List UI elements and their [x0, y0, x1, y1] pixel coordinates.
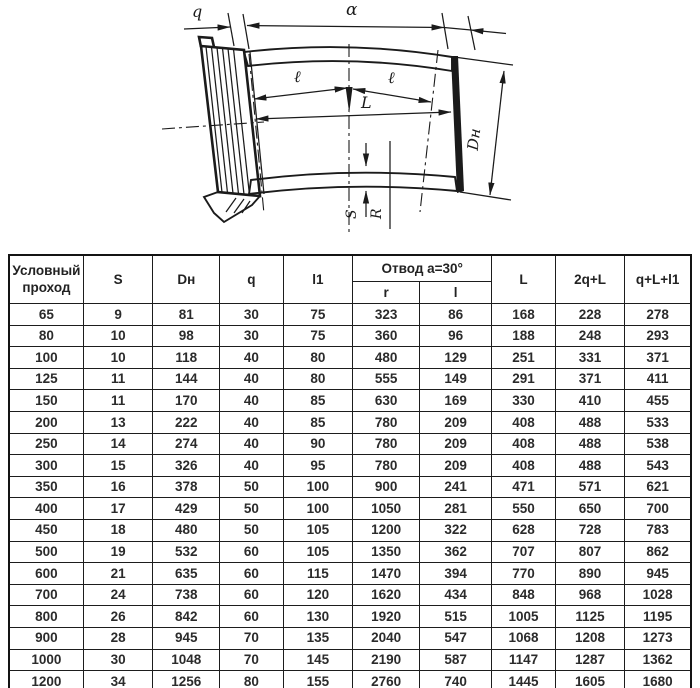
table-cell: 471 — [492, 476, 555, 498]
q-label: q — [192, 2, 203, 21]
table-row — [9, 606, 691, 628]
table-cell: 1000 — [9, 649, 83, 671]
table-cell: 170 — [153, 390, 220, 412]
table-cell: 28 — [83, 627, 153, 649]
table-cell: 783 — [625, 519, 691, 541]
table-cell: 429 — [153, 498, 220, 520]
pipe-top-wall — [244, 47, 452, 71]
header-L: L — [492, 255, 555, 304]
table-cell: 1445 — [492, 671, 555, 688]
table-cell: 155 — [283, 671, 353, 688]
table-cell: 60 — [220, 563, 283, 585]
table-cell: 630 — [353, 390, 420, 412]
table-row — [9, 627, 691, 649]
table-cell: 30 — [83, 649, 153, 671]
table-cell: 18 — [83, 519, 153, 541]
header-s: S — [83, 255, 153, 304]
pipe-end-face — [451, 56, 464, 193]
table-cell: 209 — [420, 433, 492, 455]
table-cell: 10 — [83, 347, 153, 369]
table-cell: 251 — [492, 347, 555, 369]
table-row — [9, 671, 691, 688]
table-cell: 480 — [153, 519, 220, 541]
table-row — [9, 498, 691, 520]
table-cell: 488 — [555, 411, 625, 433]
table-cell: 30 — [220, 325, 283, 347]
table-cell: 1125 — [555, 606, 625, 628]
table-cell: 105 — [283, 541, 353, 563]
table-cell: 115 — [283, 563, 353, 585]
table-cell: 538 — [625, 433, 691, 455]
table-cell: 371 — [555, 368, 625, 390]
table-cell: 16 — [83, 476, 153, 498]
table-cell: 11 — [83, 368, 153, 390]
table-cell: 86 — [420, 304, 492, 326]
table-cell: 80 — [220, 671, 283, 688]
table-row — [9, 519, 691, 541]
table-cell: 587 — [420, 649, 492, 671]
table-cell: 96 — [420, 325, 492, 347]
table-cell: 700 — [9, 584, 83, 606]
table-cell: 60 — [220, 606, 283, 628]
table-cell: 408 — [492, 411, 555, 433]
table-cell: 19 — [83, 541, 153, 563]
table-cell: 2760 — [353, 671, 420, 688]
table-cell: 515 — [420, 606, 492, 628]
table-cell: 378 — [153, 476, 220, 498]
pipe-bottom-wall — [249, 173, 457, 194]
table-cell: 968 — [555, 584, 625, 606]
table-cell: 500 — [9, 541, 83, 563]
table-cell: 50 — [220, 476, 283, 498]
table-row — [9, 584, 691, 606]
table-cell: 274 — [153, 433, 220, 455]
table-cell: 728 — [555, 519, 625, 541]
table-cell: 1195 — [625, 606, 691, 628]
table-cell: 168 — [492, 304, 555, 326]
table-cell: 34 — [83, 671, 153, 688]
table-cell: 408 — [492, 455, 555, 477]
table-cell: 80 — [283, 347, 353, 369]
radius-line — [369, 141, 390, 229]
table-cell: 50 — [220, 519, 283, 541]
header-q: q — [220, 255, 283, 304]
table-cell: 411 — [625, 368, 691, 390]
dimensions-table — [8, 254, 692, 688]
table-cell: 40 — [220, 390, 283, 412]
table-cell: 1605 — [555, 671, 625, 688]
table-cell: 450 — [9, 519, 83, 541]
table-cell: 125 — [9, 368, 83, 390]
header-l: l — [420, 282, 492, 304]
table-cell: 326 — [153, 455, 220, 477]
table-cell: 200 — [9, 411, 83, 433]
table-cell: 600 — [9, 563, 83, 585]
table-cell: 81 — [153, 304, 220, 326]
table-cell: 40 — [220, 347, 283, 369]
table-cell: 85 — [283, 390, 353, 412]
table-cell: 10 — [83, 325, 153, 347]
table-cell: 848 — [492, 584, 555, 606]
table-row — [9, 563, 691, 585]
dimension-alpha — [247, 0, 506, 50]
table-cell: 323 — [353, 304, 420, 326]
table-cell: 1005 — [492, 606, 555, 628]
l-left-label: ℓ — [294, 67, 301, 86]
table-cell: 70 — [220, 627, 283, 649]
table-cell: 40 — [220, 411, 283, 433]
header-dn: Dн — [153, 255, 220, 304]
table-cell: 543 — [625, 455, 691, 477]
table-cell: 1620 — [353, 584, 420, 606]
table-cell: 228 — [555, 304, 625, 326]
table-cell: 118 — [153, 347, 220, 369]
L-label: L — [361, 93, 372, 112]
table-cell: 21 — [83, 563, 153, 585]
pipe-bend-drawing — [0, 0, 700, 252]
table-cell: 65 — [9, 304, 83, 326]
table-cell: 434 — [420, 584, 492, 606]
table-cell: 780 — [353, 411, 420, 433]
table-cell: 95 — [283, 455, 353, 477]
table-cell: 40 — [220, 368, 283, 390]
table-cell: 394 — [420, 563, 492, 585]
table-cell: 555 — [353, 368, 420, 390]
table-cell: 1200 — [353, 519, 420, 541]
table-cell: 60 — [220, 584, 283, 606]
table-cell: 14 — [83, 433, 153, 455]
table-cell: 11 — [83, 390, 153, 412]
table-cell: 480 — [353, 347, 420, 369]
table-cell: 100 — [283, 476, 353, 498]
table-cell: 350 — [9, 476, 83, 498]
table-cell: 13 — [83, 411, 153, 433]
table-row — [9, 476, 691, 498]
table-row — [9, 541, 691, 563]
table-cell: 50 — [220, 498, 283, 520]
table-cell: 1048 — [153, 649, 220, 671]
table-cell: 550 — [492, 498, 555, 520]
S-label: S — [344, 209, 360, 219]
table-cell: 75 — [283, 304, 353, 326]
table-cell: 362 — [420, 541, 492, 563]
table-cell: 862 — [625, 541, 691, 563]
table-cell: 650 — [555, 498, 625, 520]
table-cell: 628 — [492, 519, 555, 541]
table-row — [9, 649, 691, 671]
l-right-label: ℓ — [388, 68, 395, 87]
table-cell: 1680 — [625, 671, 691, 688]
table-cell: 30 — [220, 304, 283, 326]
table-cell: 900 — [353, 476, 420, 498]
dimension-q — [184, 2, 249, 49]
table-cell: 17 — [83, 498, 153, 520]
table-row — [9, 455, 691, 477]
table-cell: 1200 — [9, 671, 83, 688]
table-body — [9, 304, 691, 688]
table-cell: 85 — [283, 411, 353, 433]
table-cell: 1068 — [492, 627, 555, 649]
table-cell: 1050 — [353, 498, 420, 520]
table-cell: 129 — [420, 347, 492, 369]
table-cell: 1920 — [353, 606, 420, 628]
table-cell: 169 — [420, 390, 492, 412]
table-cell: 149 — [420, 368, 492, 390]
table-cell: 281 — [420, 498, 492, 520]
table-cell: 26 — [83, 606, 153, 628]
table-cell: 300 — [9, 455, 83, 477]
table-cell: 533 — [625, 411, 691, 433]
table-cell: 70 — [220, 649, 283, 671]
table-cell: 60 — [220, 541, 283, 563]
header-pass-line2: проход — [22, 279, 71, 295]
table-row — [9, 368, 691, 390]
table-cell: 547 — [420, 627, 492, 649]
table-cell: 360 — [353, 325, 420, 347]
table-cell: 1470 — [353, 563, 420, 585]
table-cell: 707 — [492, 541, 555, 563]
table-cell: 1147 — [492, 649, 555, 671]
table-cell: 278 — [625, 304, 691, 326]
table-cell: 120 — [283, 584, 353, 606]
table-cell: 144 — [153, 368, 220, 390]
table-cell: 80 — [9, 325, 83, 347]
table-cell: 40 — [220, 433, 283, 455]
R-label: R — [369, 208, 385, 219]
table-cell: 293 — [625, 325, 691, 347]
table-cell: 800 — [9, 606, 83, 628]
alpha-label: α — [346, 0, 358, 20]
header-conditional-pass — [9, 255, 83, 304]
header-otvod-group: Отвод a=30° — [353, 255, 492, 282]
table-row — [9, 390, 691, 412]
table-cell: 150 — [9, 390, 83, 412]
table-cell: 945 — [153, 627, 220, 649]
table-cell: 842 — [153, 606, 220, 628]
table-cell: 455 — [625, 390, 691, 412]
table-cell: 1208 — [555, 627, 625, 649]
table-cell: 135 — [283, 627, 353, 649]
table-cell: 100 — [283, 498, 353, 520]
table-cell: 807 — [555, 541, 625, 563]
header-q-L-l1: q+L+l1 — [625, 255, 691, 304]
table-row — [9, 411, 691, 433]
table-cell: 145 — [283, 649, 353, 671]
table-cell: 248 — [555, 325, 625, 347]
table-cell: 322 — [420, 519, 492, 541]
table-cell: 532 — [153, 541, 220, 563]
table-cell: 700 — [625, 498, 691, 520]
table-cell: 250 — [9, 433, 83, 455]
table-cell: 15 — [83, 455, 153, 477]
table-cell: 209 — [420, 411, 492, 433]
table-cell: 780 — [353, 455, 420, 477]
table-cell: 571 — [555, 476, 625, 498]
table-cell: 2040 — [353, 627, 420, 649]
table-cell: 780 — [353, 433, 420, 455]
table-cell: 9 — [83, 304, 153, 326]
dimension-S — [344, 143, 366, 219]
table-cell: 209 — [420, 455, 492, 477]
table-cell: 635 — [153, 563, 220, 585]
table-cell: 105 — [283, 519, 353, 541]
table-cell: 1028 — [625, 584, 691, 606]
table-row — [9, 304, 691, 326]
table-cell: 90 — [283, 433, 353, 455]
table-cell: 330 — [492, 390, 555, 412]
table-cell: 222 — [153, 411, 220, 433]
table-row — [9, 433, 691, 455]
table-cell: 621 — [625, 476, 691, 498]
table-cell: 400 — [9, 498, 83, 520]
center-joint-arrow — [346, 87, 353, 113]
table-row — [9, 347, 691, 369]
table-cell: 408 — [492, 433, 555, 455]
table-cell: 770 — [492, 563, 555, 585]
table-cell: 488 — [555, 455, 625, 477]
dimension-L — [256, 93, 451, 119]
table-cell: 900 — [9, 627, 83, 649]
table-row — [9, 325, 691, 347]
table-cell: 75 — [283, 325, 353, 347]
table-cell: 1350 — [353, 541, 420, 563]
table-cell: 1362 — [625, 649, 691, 671]
table-cell: 98 — [153, 325, 220, 347]
Dn-label: Dн — [463, 127, 485, 152]
pipe-bend-svg — [0, 0, 700, 252]
table-cell: 890 — [555, 563, 625, 585]
header-l1: l1 — [283, 255, 353, 304]
table-cell: 1256 — [153, 671, 220, 688]
table-cell: 738 — [153, 584, 220, 606]
table-cell: 80 — [283, 368, 353, 390]
table-cell: 241 — [420, 476, 492, 498]
table-cell: 2190 — [353, 649, 420, 671]
table-cell: 188 — [492, 325, 555, 347]
dimension-l-left — [254, 67, 347, 99]
table-cell: 291 — [492, 368, 555, 390]
table-cell: 331 — [555, 347, 625, 369]
table-cell: 1287 — [555, 649, 625, 671]
table-cell: 40 — [220, 455, 283, 477]
table-cell: 100 — [9, 347, 83, 369]
header-2q-plus-L: 2q+L — [555, 255, 625, 304]
table-cell: 945 — [625, 563, 691, 585]
header-pass-line1: Условный — [12, 263, 81, 279]
table-cell: 371 — [625, 347, 691, 369]
header-r: r — [353, 282, 420, 304]
table-cell: 410 — [555, 390, 625, 412]
table-cell: 740 — [420, 671, 492, 688]
table-cell: 1273 — [625, 627, 691, 649]
table-cell: 488 — [555, 433, 625, 455]
table-cell: 130 — [283, 606, 353, 628]
table-cell: 24 — [83, 584, 153, 606]
